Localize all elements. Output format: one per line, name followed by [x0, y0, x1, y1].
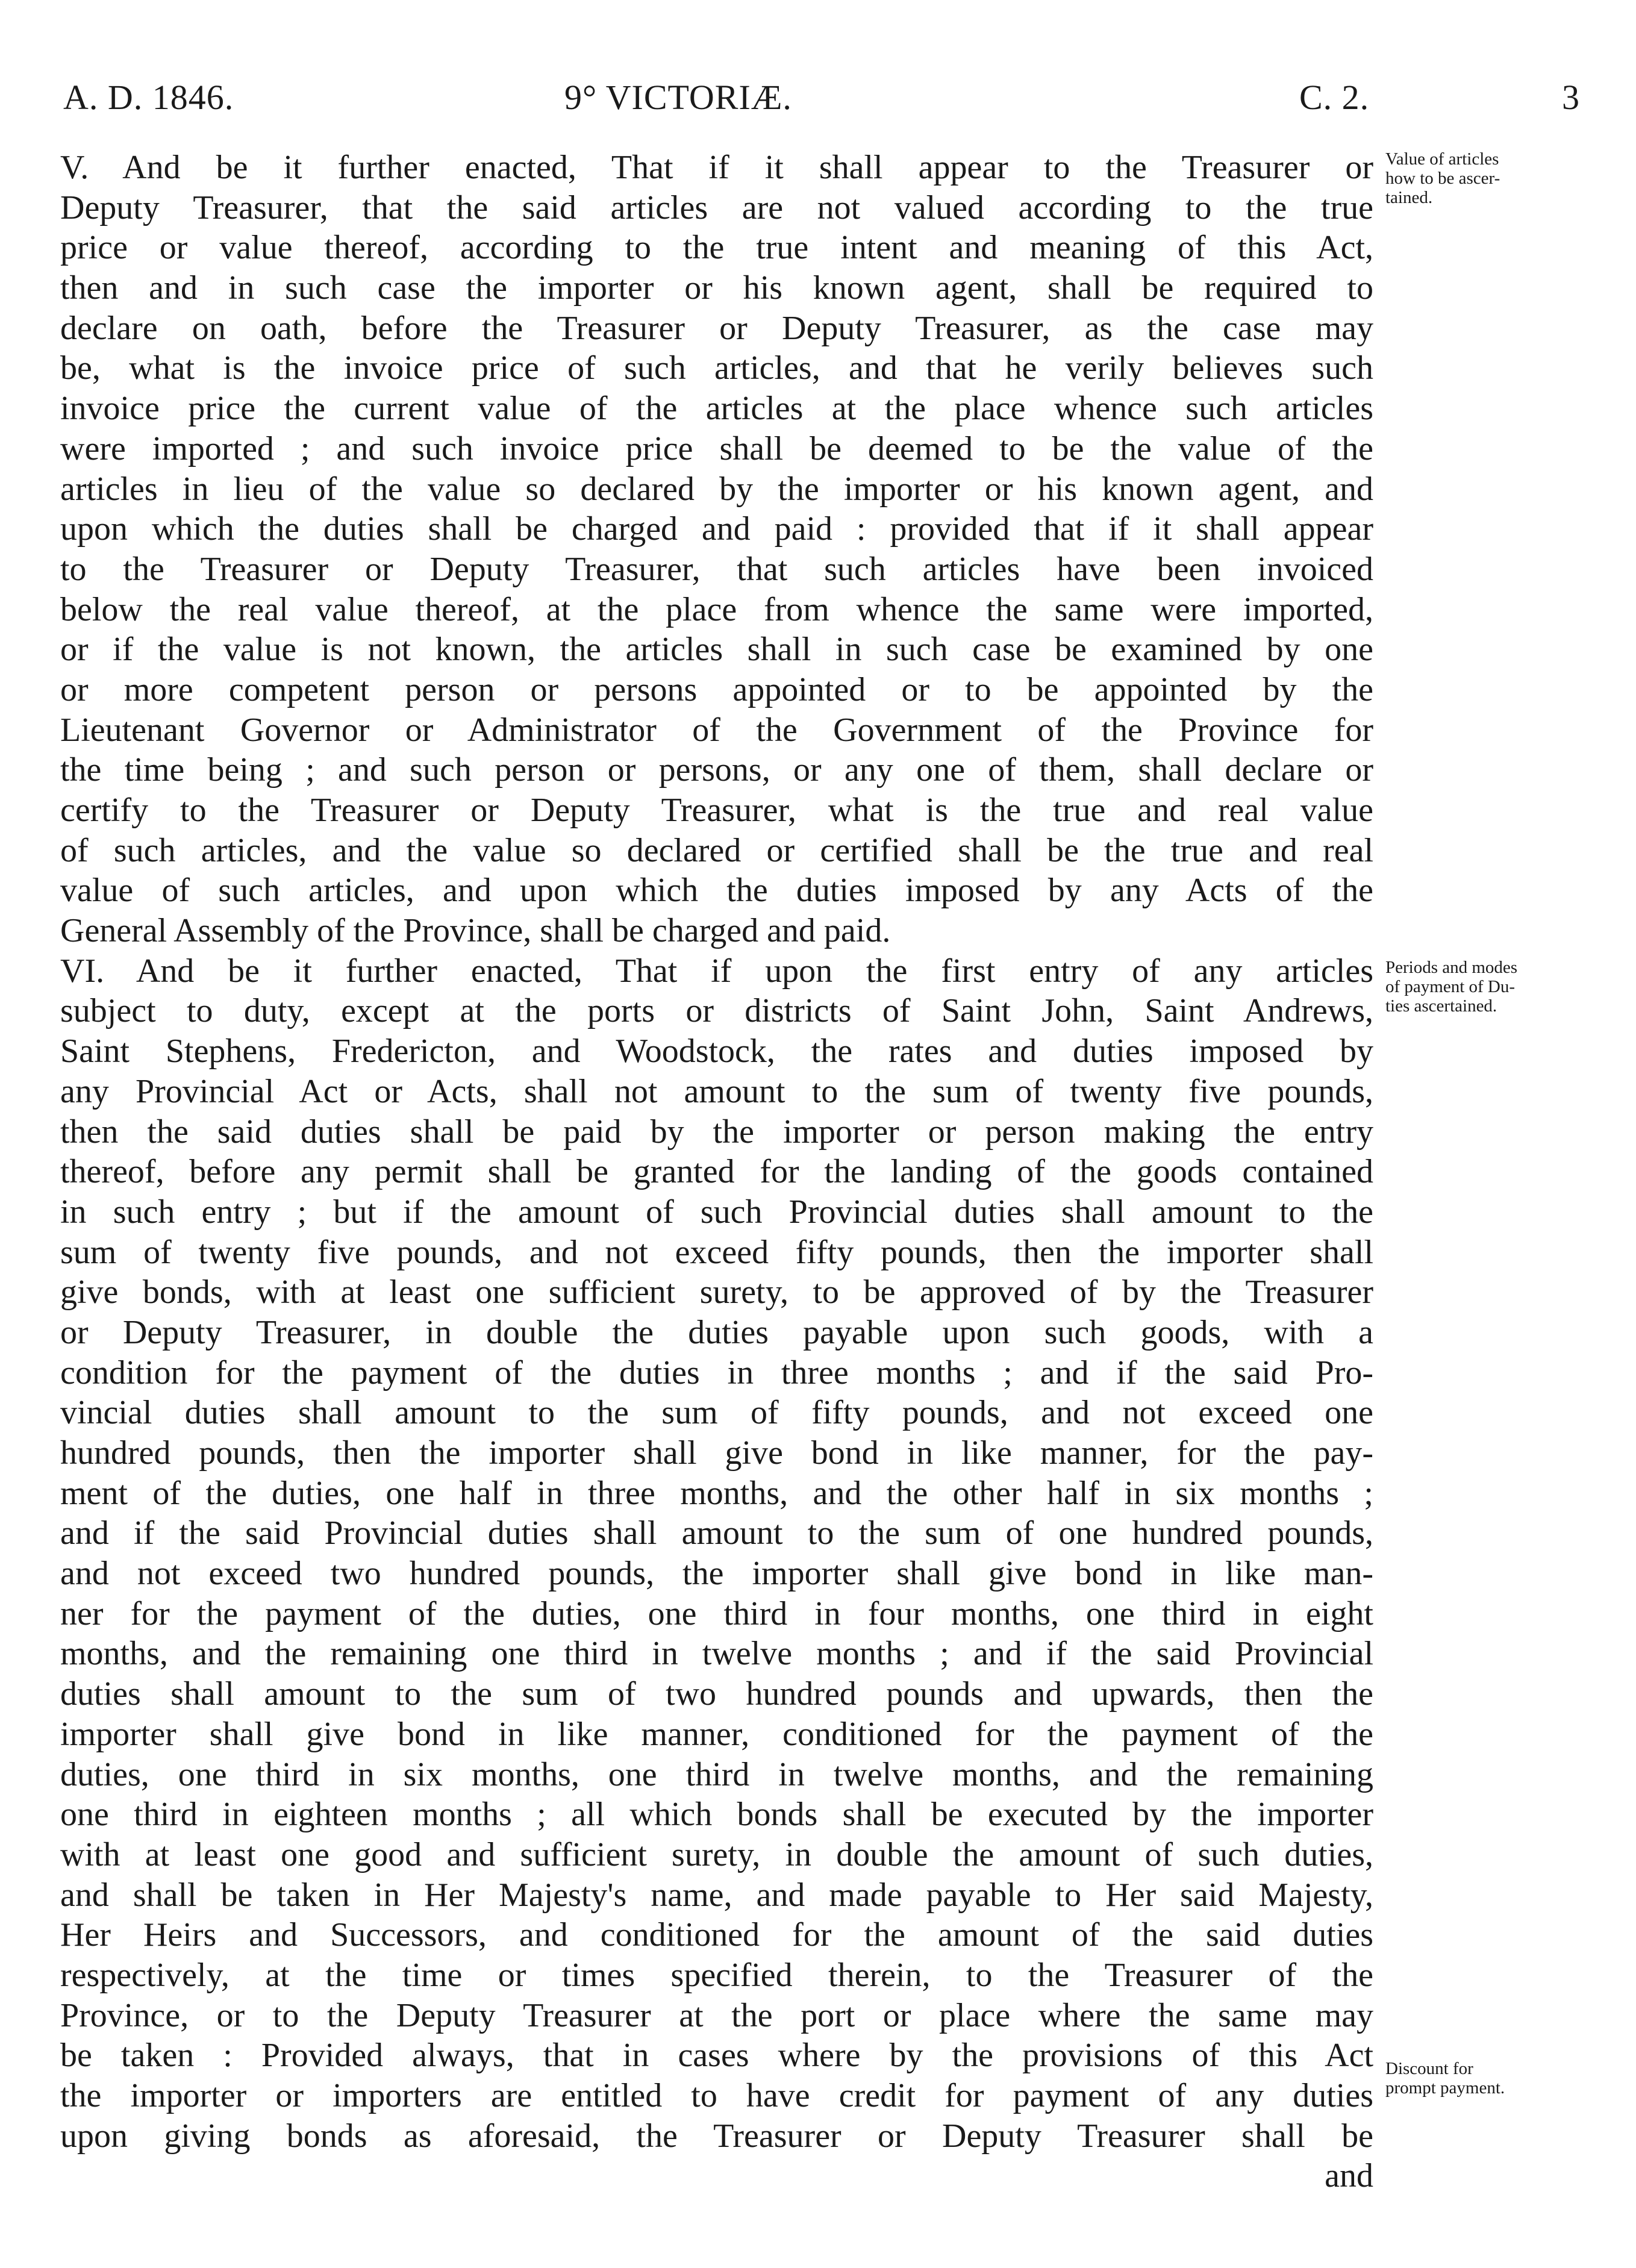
text-line: duties shall amount to the sum of two hundred pounds and upwards, then the: [60, 1675, 1373, 1713]
text-line: were imported ; and such invoice price shall be deemed to be the value of the: [60, 430, 1373, 467]
header-year: A. D. 1846.: [63, 78, 234, 117]
text-line: and not exceed two hundred pounds, the importer shall give bond in like man-: [60, 1555, 1373, 1593]
text-line: be, what is the invoice price of such articles, and that he verily believes such: [60, 349, 1373, 387]
margin-note-line: Discount for: [1385, 2059, 1473, 2078]
text-line: Province, or to the Deputy Treasurer at the port or place where the same may: [60, 1996, 1373, 2034]
margin-note-discount: [1385, 2059, 1584, 2098]
text-line: ment of the duties, one half in three months, and the other half in six months ;: [60, 1474, 1373, 1512]
text-line: Deputy Treasurer, that the said articles are not valued according to the true: [60, 189, 1373, 226]
text-line: in such entry ; but if the amount of such Provincial duties shall amount to the: [60, 1193, 1373, 1231]
header-chapter: C. 2.: [1299, 78, 1370, 117]
text-line: hundred pounds, then the importer shall give bond in like manner, for the pay-: [60, 1434, 1373, 1472]
text-line: subject to duty, except at the ports or districts of Saint John, Saint Andrews,: [60, 992, 1373, 1030]
margin-note-line: ties ascertained.: [1385, 996, 1497, 1016]
body-text: [60, 148, 1373, 2196]
text-line: the importer or importers are entitled to have credit for payment of any duties: [60, 2077, 1373, 2114]
margin-note-line: how to be ascer-: [1385, 169, 1500, 188]
text-line: or more competent person or persons appointed or to be appointed by the: [60, 670, 1373, 708]
text-line: certify to the Treasurer or Deputy Treasurer, what is the true and real value: [60, 792, 1373, 829]
margin-note-line: tained.: [1385, 188, 1433, 207]
text-line: condition for the payment of the duties in three months ; and if the said Pro-: [60, 1354, 1373, 1392]
text-line: and if the said Provincial duties shall amount to the sum of one hundred pounds,: [60, 1514, 1373, 1552]
text-line: then the said duties shall be paid by the importer or person making the entry: [60, 1113, 1373, 1151]
margin-note-line: prompt payment.: [1385, 2078, 1505, 2098]
text-line: importer shall give bond in like manner, conditioned for the payment of the: [60, 1715, 1373, 1753]
header-reign: 9° VICTORIÆ.: [564, 78, 792, 117]
text-line: or if the value is not known, the articles shall in such case be examined by one: [60, 631, 1373, 669]
page-number: 3: [1562, 78, 1580, 117]
text-line: ner for the payment of the duties, one third in four months, one third in eight: [60, 1595, 1373, 1632]
text-line: declare on oath, before the Treasurer or Deputy Treasurer, as the case may: [60, 309, 1373, 347]
text-line: of such articles, and the value so declared or certified shall be the true and real: [60, 831, 1373, 869]
text-line: one third in eighteen months ; all which bonds shall be executed by the importer: [60, 1796, 1373, 1834]
text-line: vincial duties shall amount to the sum of fifty pounds, and not exceed one: [60, 1394, 1373, 1432]
running-header: [63, 77, 1581, 125]
text-line: months, and the remaining one third in twelve months ; and if the said Provincial: [60, 1635, 1373, 1673]
text-line: thereof, before any permit shall be granted for the landing of the goods contained: [60, 1153, 1373, 1191]
margin-note-value-of-articles: [1385, 149, 1584, 207]
text-line: duties, one third in six months, one third in twelve months, and the remaining: [60, 1755, 1373, 1793]
text-line: Lieutenant Governor or Administrator of the Government of the Province for: [60, 711, 1373, 749]
text-line: value of such articles, and upon which the duties imposed by any Acts of the: [60, 872, 1373, 910]
text-line: upon which the duties shall be charged and paid : provided that if it shall appear: [60, 510, 1373, 548]
text-line: be taken : Provided always, that in cases where by the provisions of this Act: [60, 2037, 1373, 2075]
text-line: to the Treasurer or Deputy Treasurer, that such articles have been invoiced: [60, 550, 1373, 588]
text-line: Saint Stephens, Fredericton, and Woodstock, the rates and duties imposed by: [60, 1032, 1373, 1070]
text-line: General Assembly of the Province, shall be charged and paid.: [60, 912, 891, 950]
text-line: price or value thereof, according to the true intent and meaning of this Act,: [60, 229, 1373, 267]
margin-note-line: of payment of Du-: [1385, 977, 1516, 996]
margin-note-line: Periods and modes: [1385, 958, 1518, 977]
margin-note-line: Value of articles: [1385, 149, 1499, 169]
text-line: invoice price the current value of the articles at the place whence such articles: [60, 390, 1373, 428]
text-line: and shall be taken in Her Majesty's name, and made payable to Her said Majesty,: [60, 1876, 1373, 1914]
text-line: respectively, at the time or times specified therein, to the Treasurer of the: [60, 1956, 1373, 1994]
text-line: Her Heirs and Successors, and conditioned for the amount of the said duties: [60, 1916, 1373, 1954]
text-line: give bonds, with at least one sufficient surety, to be approved of by the Treasurer: [60, 1273, 1373, 1311]
text-line: VI. And be it further enacted, That if upon the first entry of any articles: [60, 952, 1373, 990]
text-line: upon giving bonds as aforesaid, the Treasurer or Deputy Treasurer shall be: [60, 2117, 1373, 2155]
catchword: and: [1325, 2157, 1373, 2195]
text-line: V. And be it further enacted, That if it shall appear to the Treasurer or: [60, 149, 1373, 186]
text-line: then and in such case the importer or his known agent, shall be required to: [60, 269, 1373, 307]
margin-note-periods-and-modes: [1385, 958, 1584, 1016]
text-line: the time being ; and such person or persons, or any one of them, shall declare or: [60, 751, 1373, 789]
text-line: with at least one good and sufficient surety, in double the amount of such duties,: [60, 1835, 1373, 1873]
text-line: or Deputy Treasurer, in double the duties payable upon such goods, with a: [60, 1313, 1373, 1351]
text-line: any Provincial Act or Acts, shall not amount to the sum of twenty five pounds,: [60, 1072, 1373, 1110]
text-line: articles in lieu of the value so declared by the importer or his known agent, and: [60, 470, 1373, 508]
text-line: sum of twenty five pounds, and not exceed fifty pounds, then the importer shall: [60, 1233, 1373, 1271]
text-line: below the real value thereof, at the place from whence the same were imported,: [60, 590, 1373, 628]
